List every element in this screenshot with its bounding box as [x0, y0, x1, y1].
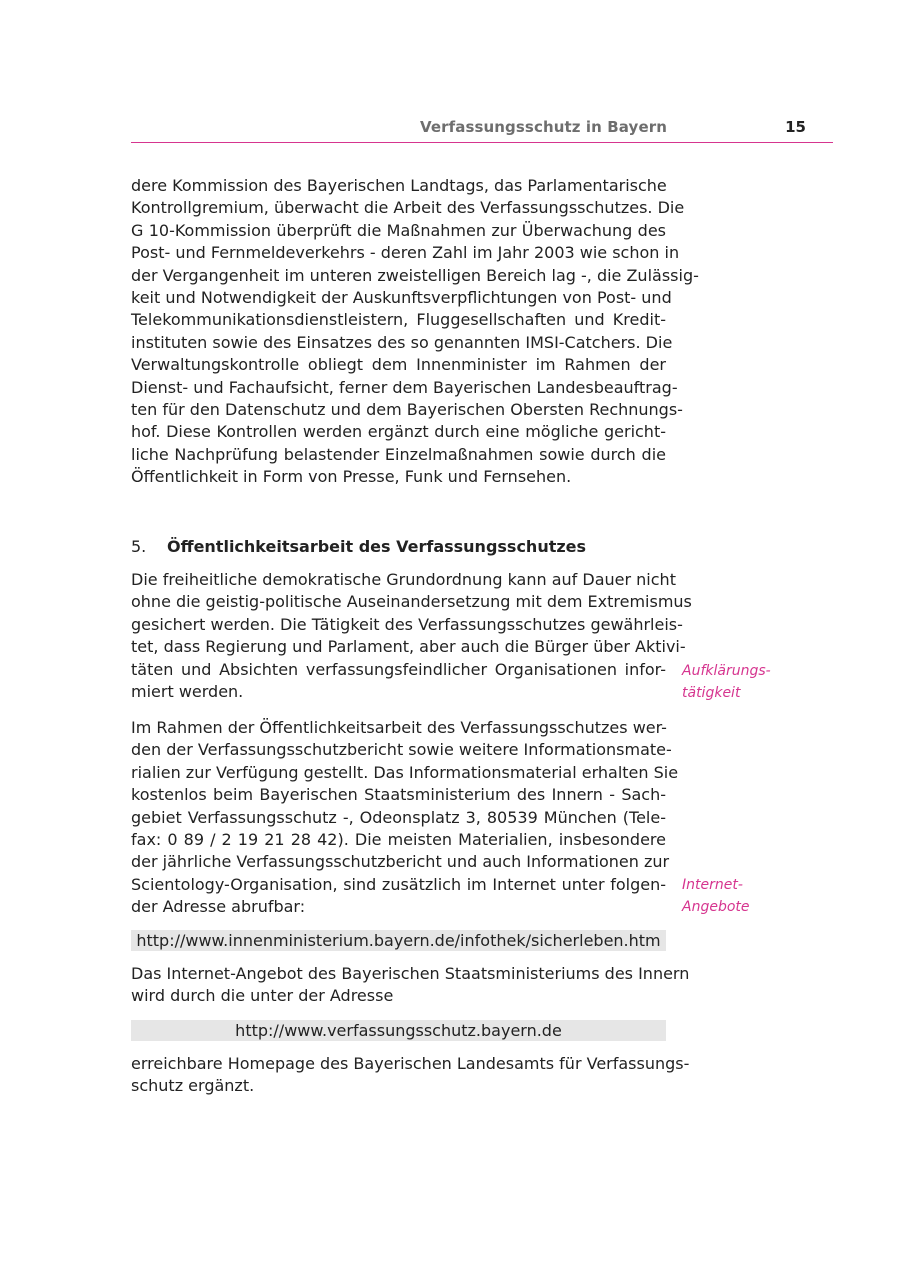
text-line: keit und Notwendigkeit der Auskunftsverpflichtungen von Post- und [131, 288, 672, 308]
header-title: Verfassungsschutz in Bayern [419, 118, 667, 136]
running-header [131, 116, 833, 143]
section-number: 5. [131, 537, 147, 556]
text-line: tet, dass Regierung und Parlament, aber auch die Bürger über Aktivi- [131, 637, 686, 657]
margin-note-line: Angebote [682, 899, 750, 916]
paragraph-internet-angebot [131, 963, 690, 1008]
text-line: Im Rahmen der Öffentlichkeitsarbeit des Verfassungsschutzes wer- [131, 718, 667, 737]
paragraph-intro [131, 569, 692, 703]
text-line: kostenlos beim Bayerischen Staatsministerium des Innern - Sach- [131, 785, 666, 805]
text-line: Kontrollgremium, überwacht die Arbeit des Verfassungsschutzes. Die [131, 198, 685, 218]
text-line: Verwaltungskontrolle obliegt dem Innenminister im Rahmen der [131, 355, 666, 375]
text-line: instituten sowie des Einsatzes des so genannten IMSI-Catchers. Die [131, 332, 673, 352]
text-line: Scientology-Organisation, sind zusätzlich im Internet unter folgen- [131, 874, 666, 894]
text-line: gesichert werden. Die Tätigkeit des Verfassungsschutzes gewährleis- [131, 614, 683, 634]
text-line: liche Nachprüfung belastender Einzelmaßnahmen sowie durch die [131, 444, 666, 464]
text-line: den der Verfassungsschutzbericht sowie weitere Informationsmate- [131, 740, 672, 760]
text-line: täten und Absichten verfassungsfeindlicher Organisationen infor- [131, 659, 666, 679]
margin-note-line: Aufklärungs- [682, 663, 771, 679]
text-line: Die freiheitliche demokratische Grundordnung kann auf Dauer nicht [131, 570, 676, 589]
page-number: 15 [785, 118, 806, 136]
text-line: Öffentlichkeit in Form von Presse, Funk und Fernsehen. [131, 467, 572, 487]
margin-note-internet [682, 874, 750, 919]
text-line: Das Internet-Angebot des Bayerischen Staatsministeriums des Innern [131, 964, 690, 983]
text-line: der Vergangenheit im unteren zweistelligen Bereich lag -, die Zulässig- [131, 265, 699, 285]
margin-note-line: Internet- [682, 877, 743, 893]
text-line: rialien zur Verfügung gestellt. Das Informationsmaterial erhalten Sie [131, 762, 679, 782]
text-line: Dienst- und Fachaufsicht, ferner dem Bayerischen Landesbeauftrag- [131, 377, 678, 397]
margin-note-line: tätigkeit [682, 685, 741, 702]
text-line: Post- und Fernmeldeverkehrs - deren Zahl im Jahr 2003 wie schon in [131, 243, 680, 263]
text-line: dere Kommission des Bayerischen Landtags, das Parlamentarische [131, 176, 667, 195]
text-line: fax: 0 89 / 2 19 21 28 42). Die meisten Materialien, insbesondere [131, 830, 666, 850]
text-line: erreichbare Homepage des Bayerischen Landesamts für Verfassungs- [131, 1054, 690, 1073]
paragraph-text [131, 1053, 690, 1098]
paragraph-text [131, 569, 692, 703]
paragraph-materials [131, 717, 679, 919]
text-line: gebiet Verfassungsschutz -, Odeonsplatz 3, 80539 München (Tele- [131, 807, 666, 827]
paragraph-text [131, 963, 690, 1008]
paragraph-homepage [131, 1053, 690, 1098]
margin-note-aufklaerung [682, 660, 771, 705]
text-line: hof. Diese Kontrollen werden ergänzt durch eine mögliche gericht- [131, 422, 666, 442]
text-line: ohne die geistig-politische Auseinandersetzung mit dem Extremismus [131, 592, 692, 612]
text-line: G 10-Kommission überprüft die Maßnahmen zur Überwachung des [131, 220, 666, 240]
url-link-innenministerium[interactable]: http://www.innenministerium.bayern.de/infothek/sicherleben.htm [131, 930, 666, 951]
text-line: miert werden. [131, 682, 244, 702]
paragraph-text [131, 717, 679, 919]
text-line: der jährliche Verfassungsschutzbericht und auch Informationen zur [131, 852, 670, 872]
text-line: der Adresse abrufbar: [131, 897, 306, 917]
paragraph-control [131, 175, 699, 489]
paragraph-text [131, 175, 699, 489]
text-line: Telekommunikationsdienstleistern, Fluggesellschaften und Kredit- [131, 310, 666, 330]
text-line: schutz ergänzt. [131, 1076, 255, 1096]
text-line: ten für den Datenschutz und dem Bayerischen Obersten Rechnungs- [131, 400, 683, 420]
url-link-verfassungsschutz[interactable]: http://www.verfassungsschutz.bayern.de [131, 1020, 666, 1041]
section-heading [131, 536, 586, 558]
section-title: Öffentlichkeitsarbeit des Verfassungsschutzes [167, 537, 587, 556]
text-line: wird durch die unter der Adresse [131, 986, 394, 1006]
